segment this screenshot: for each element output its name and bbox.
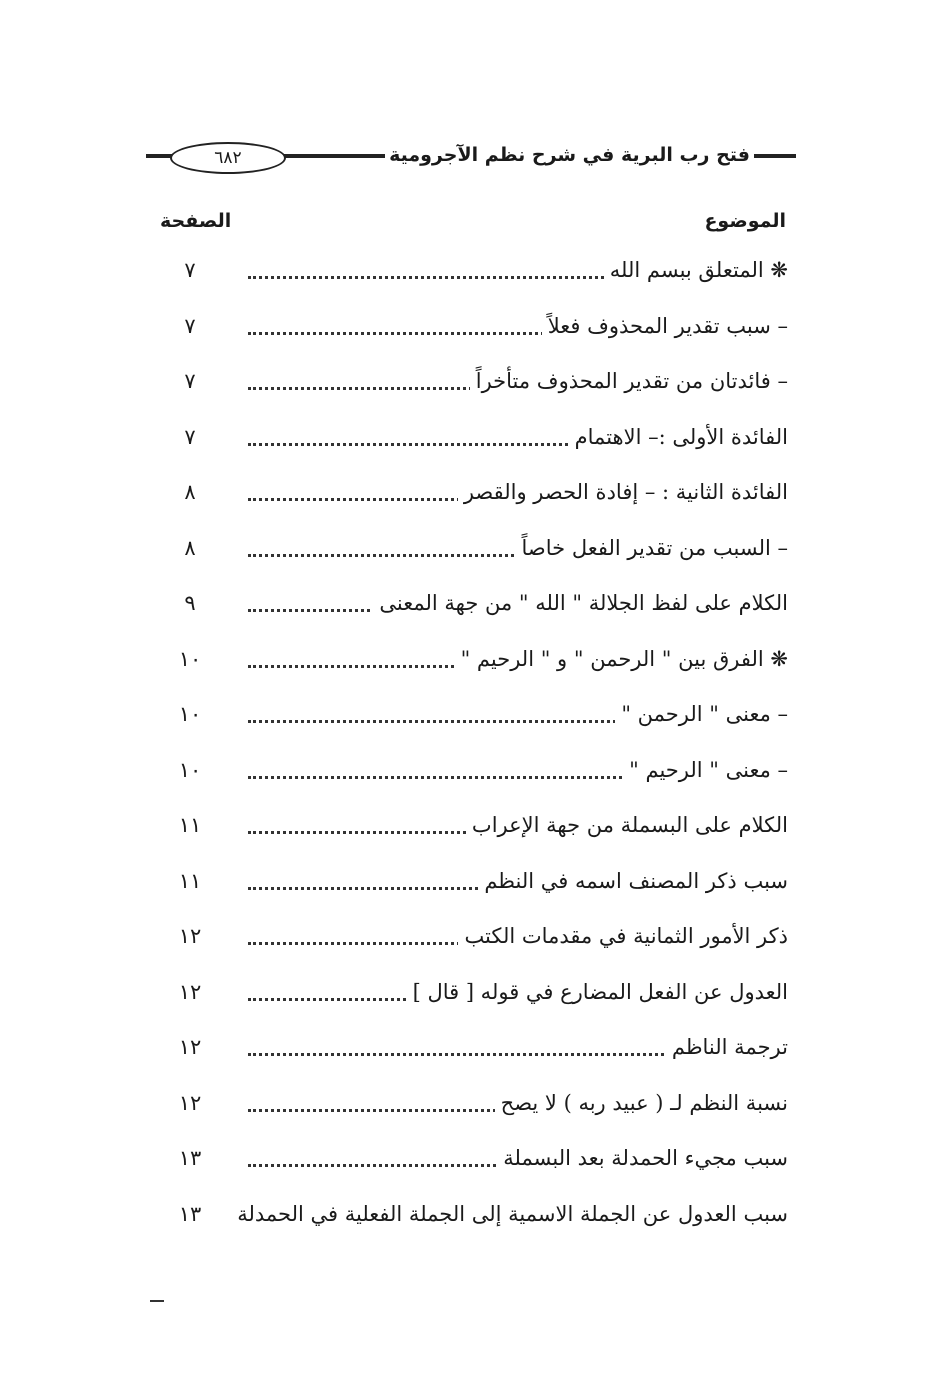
- toc-entry-title: ❋ المتعلق ببسم الله: [604, 250, 788, 290]
- toc-entry-page: ٩: [184, 591, 196, 615]
- toc-entry-title: العدول عن الفعل المضارع في قوله [ قال ]: [407, 972, 788, 1012]
- toc-row: [0, 1083, 944, 1123]
- toc-entry-title: – فائدتان من تقدير المحذوف متأخراً: [470, 361, 788, 401]
- toc-entry-title: الكلام على لفظ الجلالة " الله " من جهة المعنى: [373, 583, 788, 623]
- toc-entry-page: ١٢: [178, 1035, 202, 1059]
- toc-entry-title: سبب مجيء الحمدلة بعد البسملة: [497, 1138, 788, 1178]
- toc-row: [0, 916, 944, 956]
- toc-entry-page: ١٣: [178, 1146, 202, 1170]
- page-number-oval: ٦٨٢: [170, 142, 286, 174]
- toc-entry-title: نسبة النظم لـ ( عبيد ربه ) لا يصح: [495, 1083, 788, 1123]
- toc-row: [0, 583, 944, 623]
- toc-row: [0, 1194, 944, 1234]
- toc-entry-title: – معنى " الرحمن ": [615, 694, 788, 734]
- book-title: فتح رب البرية في شرح نظم الآجرومية: [385, 140, 754, 170]
- footer-mark: [150, 1300, 164, 1302]
- toc-entry-title: سبب العدول عن الجملة الاسمية إلى الجملة الفعلية في الحمدلة: [231, 1194, 788, 1234]
- toc-entry-title: الفائدة الثانية : – إفادة الحصر والقصر: [458, 472, 788, 512]
- toc-row: [0, 306, 944, 346]
- toc-entry-page: ١٠: [178, 646, 202, 671]
- toc-entry-title: سبب ذكر المصنف اسمه في النظم: [478, 861, 788, 901]
- toc-row: [0, 1027, 944, 1067]
- toc-row: [0, 472, 944, 512]
- toc-row: [0, 361, 944, 401]
- toc-row: [0, 805, 944, 845]
- toc-entry-page: ١٢: [178, 1090, 202, 1115]
- toc-entry-title: – سبب تقدير المحذوف فعلاً: [542, 306, 788, 346]
- toc-row: [0, 250, 944, 290]
- toc-entry-page: ٧: [184, 258, 196, 282]
- toc-entry-page: ١١: [178, 813, 202, 837]
- toc-entry-title: الفائدة الأولى :– الاهتمام: [569, 417, 788, 457]
- toc-row: [0, 1138, 944, 1178]
- page-column-header: الصفحة: [160, 210, 232, 232]
- toc-entry-title: – معنى " الرحيم ": [623, 750, 788, 790]
- toc-entry-title: ترجمة الناظم: [666, 1027, 788, 1067]
- toc-row: [0, 417, 944, 457]
- toc-entry-page: ٧: [184, 313, 196, 338]
- subject-column-header: الموضوع: [704, 210, 786, 232]
- toc-entry-page: ٨: [184, 535, 196, 560]
- toc-row: [0, 694, 944, 734]
- toc-entry-page: ١٢: [178, 924, 202, 948]
- toc-entry-page: ١٢: [178, 979, 202, 1004]
- toc-entry-page: ٨: [184, 480, 196, 504]
- toc-entry-page: ١٠: [178, 757, 202, 782]
- toc-row: [0, 972, 944, 1012]
- running-header: [146, 138, 796, 176]
- toc-entry-page: ٧: [184, 369, 196, 393]
- toc-row: [0, 528, 944, 568]
- toc-entry-title: ❋ الفرق بين " الرحمن " و " الرحيم ": [455, 639, 788, 679]
- toc-entry-title: الكلام على البسملة من جهة الإعراب: [466, 805, 788, 845]
- toc-row: [0, 639, 944, 679]
- toc-entry-title: ذكر الأمور الثمانية في مقدمات الكتب: [458, 916, 788, 956]
- toc-entry-title: – السبب من تقدير الفعل خاصاً: [516, 528, 788, 568]
- toc-entry-page: ١٠: [178, 702, 202, 726]
- toc-row: [0, 861, 944, 901]
- toc-entry-page: ١٣: [178, 1201, 202, 1226]
- toc-entry-page: ١١: [178, 868, 202, 893]
- toc-entry-page: ٧: [184, 424, 196, 449]
- toc-row: [0, 750, 944, 790]
